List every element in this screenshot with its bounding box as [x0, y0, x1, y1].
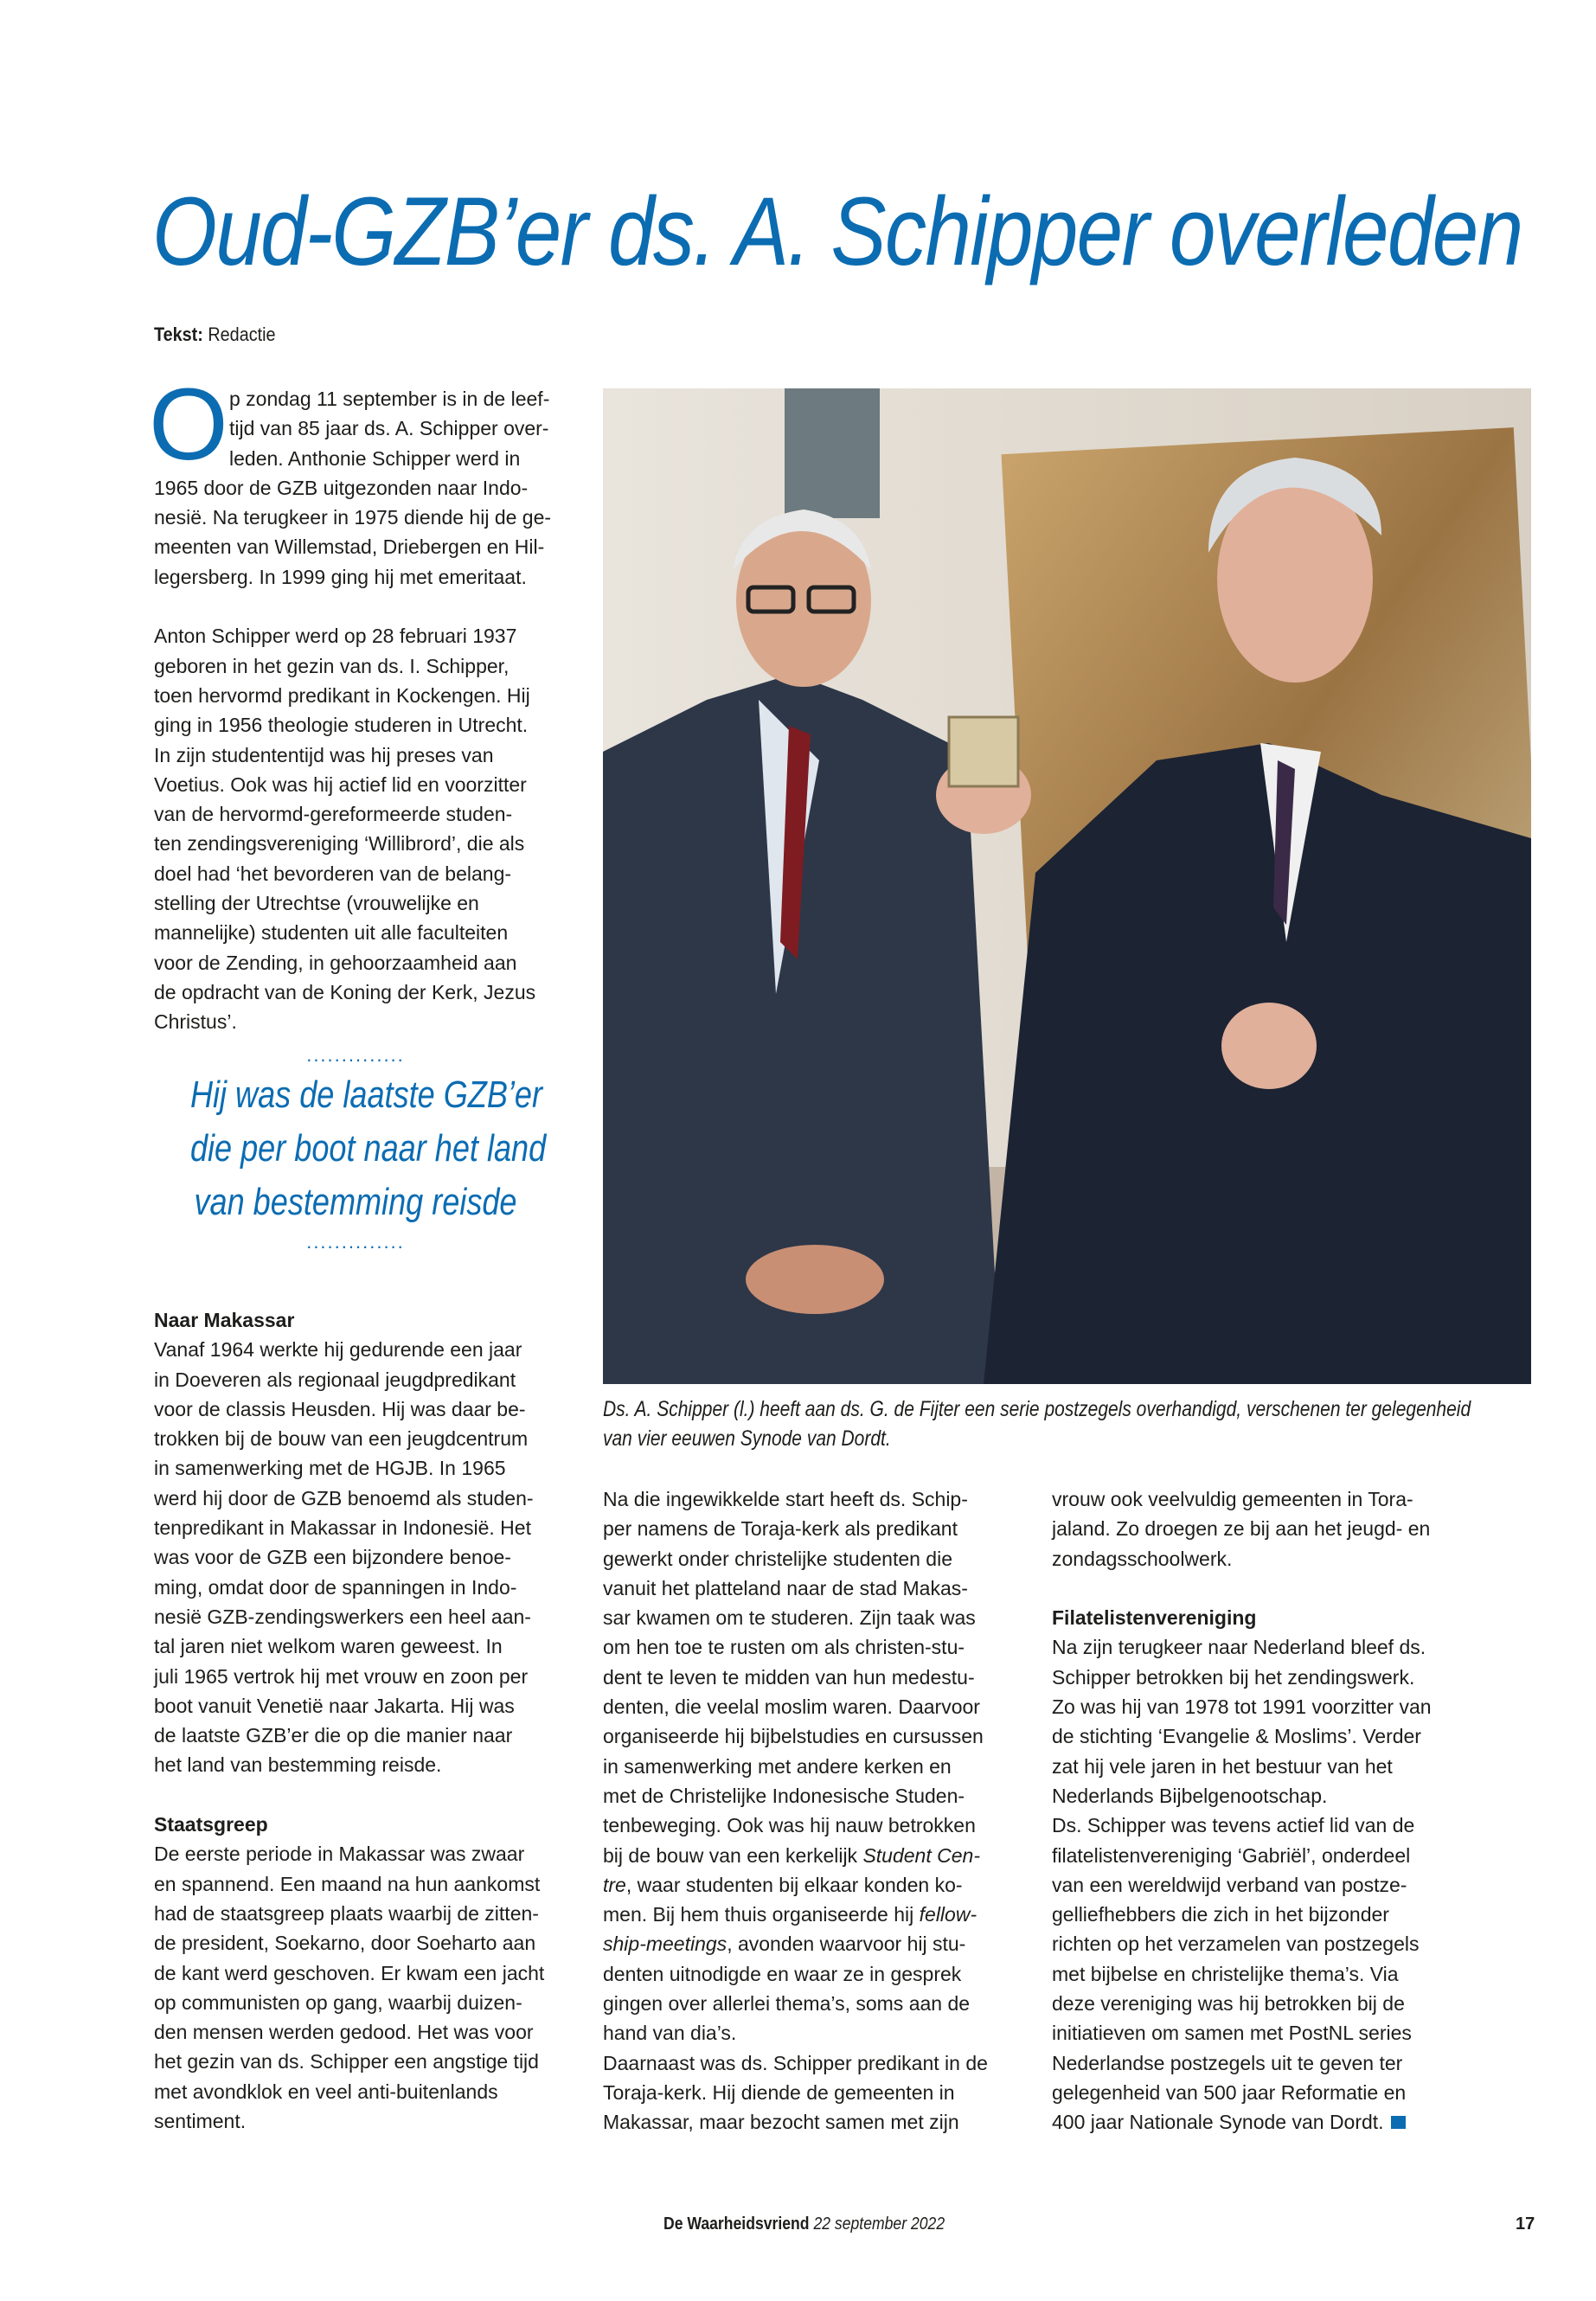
drop-cap: O: [149, 368, 228, 482]
text-line: initiatieven om samen met PostNL series: [1052, 2022, 1412, 2045]
italic-term: Student Cen-: [862, 1843, 980, 1867]
text-line: tenbeweging. Ook was hij nauw betrokken: [603, 1814, 976, 1837]
publication-name: De Waarheidsvriend: [663, 2214, 810, 2234]
section-heading: [1052, 1603, 1484, 1632]
text-line: met avondklok en veel anti-buitenlands: [154, 2080, 498, 2103]
issue-date: 22 september 2022: [813, 2214, 945, 2234]
text-line: gingen over allerlei thema’s, soms aan de: [603, 1992, 971, 2016]
text-line: tal jaren niet welkom waren geweest. In: [154, 1635, 503, 1658]
text-segment: , waar studenten bij elkaar konden ko-: [625, 1873, 963, 1896]
text-line: op communisten op gang, waarbij duizen-: [154, 1990, 522, 2014]
text-line: jaland. Zo droegen ze bij aan het jeugd- en: [1052, 1517, 1431, 1541]
text-line: voor de classis Heusden. Hij was daar be-: [154, 1397, 526, 1420]
text-line: Christus’.: [154, 1010, 237, 1034]
text-line: in Doeveren als regionaal jeugdpredikant: [154, 1368, 516, 1391]
text-line: organiseerde hij bijbelstudies en cursussen: [603, 1725, 984, 1748]
text-line: [603, 1870, 1010, 1900]
caption-line: Ds. A. Schipper (l.) heeft aan ds. G. de Fijter een serie postzegels overhandigd, verschenen ter gelegenheid: [603, 1397, 1471, 1421]
column-left-bottom: [154, 1305, 561, 2136]
pull-quote-line: van bestemming reisde: [194, 1181, 517, 1223]
text-line: Anton Schipper werd op 28 februari 1937: [154, 625, 517, 648]
text-line: van een wereldwijd verband van postze-: [1052, 1873, 1407, 1896]
text-line: Schipper betrokken bij het zendingswerk.: [1052, 1665, 1415, 1689]
text-line: tenpredikant in Makassar in Indonesië. Het: [154, 1516, 531, 1540]
text-line: de stichting ‘Evangelie & Moslims’. Verder: [1052, 1725, 1421, 1748]
text-line: de kant werd geschoven. Er kwam een jacht: [154, 1961, 545, 1984]
paragraph-spacer: [1052, 1574, 1484, 1603]
text-line: doel had ‘het bevorderen van de belang-: [154, 862, 512, 885]
text-line: [1052, 2107, 1484, 2137]
pull-quote-divider-bottom: ..............: [306, 1231, 405, 1253]
text-line: Makassar, maar bezocht samen met zijn: [603, 2111, 959, 2134]
text-line: sar kwamen om te studeren. Zijn taak was: [603, 1606, 976, 1630]
text-line: in samenwerking met de HGJB. In 1965: [154, 1457, 506, 1480]
text-line: geboren in het gezin van ds. I. Schipper,: [154, 654, 510, 677]
end-of-article-mark: [1391, 2116, 1406, 2129]
byline-label: Tekst:: [154, 324, 203, 345]
text-line: per namens de Toraja-kerk als predikant: [603, 1517, 958, 1541]
pull-quote-line: die per boot naar het land: [189, 1127, 547, 1170]
text-line: mannelijke) studenten uit alle faculteiten: [154, 921, 509, 945]
text-line: was voor de GZB een bijzondere benoe-: [154, 1546, 511, 1569]
paragraph-spacer: [154, 1780, 561, 1810]
text-segment: , avonden waarvoor hij stu-: [727, 1932, 966, 1956]
text-line: Na die ingewikkelde start heeft ds. Schip-: [603, 1488, 968, 1510]
text-line: Daarnaast was ds. Schipper predikant in de: [603, 2051, 988, 2074]
text-line: Na zijn terugkeer naar Nederland bleef ds.: [1052, 1636, 1426, 1659]
text-line: Filatelistenvereniging: [1052, 1606, 1257, 1630]
text-segment: bij de bouw van een kerkelijk: [603, 1843, 863, 1867]
text-line: trokken bij de bouw van een jeugdcentrum: [154, 1427, 529, 1451]
text-line: filatelistenvereniging ‘Gabriël’, onderdeel: [1052, 1843, 1411, 1867]
text-line: de president, Soekarno, door Soeharto aan: [154, 1932, 536, 1955]
byline-author: Redactie: [208, 324, 276, 345]
text-line: p zondag 11 september is in de leef-: [229, 388, 550, 410]
text-line: gelliefhebbers die zich in het bijzonder: [1052, 1903, 1389, 1926]
paragraph-spacer: [154, 592, 561, 621]
text-line: stelling der Utrechtse (vrouwelijke en: [154, 892, 479, 915]
text-line: vrouw ook veelvuldig gemeenten in Tora-: [1052, 1488, 1413, 1510]
text-line: ging in 1956 theologie studeren in Utrecht.: [154, 714, 529, 737]
text-line: voor de Zending, in gehoorzaamheid aan: [154, 951, 517, 974]
text-line: leden. Anthonie Schipper werd in: [229, 446, 521, 470]
caption-line: van vier eeuwen Synode van Dordt.: [603, 1426, 891, 1451]
text-line: de laatste GZB’er die op die manier naar: [154, 1724, 513, 1747]
text-line: legersberg. In 1999 ging hij met emeritaat.: [154, 565, 527, 588]
text-segment: men. Bij hem thuis organiseerde hij: [603, 1903, 920, 1926]
byline: [154, 324, 276, 346]
text-line: gewerkt onder christelijke studenten die: [603, 1547, 953, 1570]
column-middle: [603, 1484, 1010, 2138]
photo-illustration: [603, 388, 1531, 1384]
article-title: Oud-GZB’er ds. A. Schipper overleden: [152, 177, 1522, 285]
pull-quote-divider-top: ..............: [306, 1044, 405, 1066]
text-line: had de staatsgreep plaats waarbij de zitten-: [154, 1901, 539, 1925]
text-line: en spannend. Een maand na hun aankomst: [154, 1872, 541, 1895]
text-line: sentiment.: [154, 2110, 247, 2133]
text-line: [603, 1900, 1010, 1929]
paragraph: [603, 1484, 1010, 2138]
text-line: dent te leven te midden van hun medestu-: [603, 1665, 975, 1689]
photo-caption: [603, 1394, 1471, 1453]
text-line: vanuit het platteland naar de stad Makas-: [603, 1576, 968, 1599]
text-line: den mensen werden gedood. Het was voor: [154, 2021, 534, 2044]
text-line: denten, die veelal moslim waren. Daarvoor: [603, 1695, 980, 1719]
paragraph: [1052, 1484, 1484, 1574]
text-line: richten op het verzamelen van postzegels: [1052, 1932, 1420, 1956]
text-line: ten zendingsvereniging ‘Willibrord’, die als: [154, 832, 525, 856]
text-line: denten uitnodigde en waar ze in gesprek: [603, 1962, 962, 1985]
paragraph: [154, 621, 561, 1036]
text-line: in samenwerking met andere kerken en: [603, 1754, 952, 1778]
pull-quote-line: Hij was de laatste GZB’er: [189, 1074, 542, 1116]
text-line: het land van bestemming reisde.: [154, 1753, 442, 1777]
pull-quote: [154, 1042, 557, 1255]
section-heading: [154, 1305, 561, 1335]
text-line: deze vereniging was hij betrokken bij de: [1052, 1992, 1405, 2016]
text-line: Nederlandse postzegels uit te geven ter: [1052, 2051, 1403, 2074]
article-photo: [603, 388, 1531, 1384]
text-line: Staatsgreep: [154, 1813, 268, 1836]
text-line: Toraja-kerk. Hij diende de gemeenten in: [603, 2080, 955, 2104]
text-line: juli 1965 vertrok hij met vrouw en zoon per: [154, 1664, 529, 1688]
text-line: De eerste periode in Makassar was zwaar: [154, 1843, 525, 1866]
text-line: zondagsschoolwerk.: [1052, 1547, 1233, 1570]
text-line: ming, omdat door de spanningen in Indo-: [154, 1575, 517, 1599]
text-line: van de hervormd-gereformeerde studen-: [154, 803, 513, 826]
section-heading: [154, 1810, 561, 1839]
text-line: 1965 door de GZB uitgezonden naar Indo-: [154, 476, 529, 499]
italic-term: ship-meetings: [603, 1932, 727, 1956]
column-right: [1052, 1484, 1484, 2138]
text-line: [603, 1929, 1010, 1958]
text-line: hand van dia’s.: [603, 2022, 737, 2045]
text-line: gelegenheid van 500 jaar Reformatie en: [1052, 2080, 1407, 2104]
footer: [663, 2214, 945, 2234]
italic-term: fellow-: [919, 1903, 977, 1926]
text-line: de opdracht van de Koning der Kerk, Jezus: [154, 980, 536, 1003]
text-line: Naar Makassar: [154, 1309, 295, 1331]
text-line: tijd van 85 jaar ds. A. Schipper over-: [229, 417, 549, 440]
italic-term: tre: [603, 1873, 626, 1896]
text-line: In zijn studententijd was hij preses van: [154, 743, 494, 766]
column-left-top: [154, 384, 561, 1037]
text-line: nesië GZB-zendingswerkers een heel aan-: [154, 1605, 531, 1628]
paragraph: [154, 1839, 561, 2136]
paragraph: [154, 384, 561, 592]
text-line: Zo was hij van 1978 tot 1991 voorzitter van: [1052, 1695, 1432, 1719]
text-line: boot vanuit Venetië naar Jakarta. Hij was: [154, 1694, 515, 1717]
text-line: met bijbelse en christelijke thema’s. Via: [1052, 1962, 1399, 1985]
text-line: om hen toe te rusten om als christen-stu-: [603, 1636, 965, 1659]
paragraph: [1052, 1632, 1484, 2137]
text-line: Nederlands Bijbelgenootschap.: [1052, 1784, 1328, 1807]
text-line: zat hij vele jaren in het bestuur van het: [1052, 1754, 1393, 1778]
text-line: werd hij door de GZB benoemd als studen-: [154, 1486, 534, 1509]
text-line: nesië. Na terugkeer in 1975 diende hij de ge-: [154, 506, 552, 529]
text-line: Ds. Schipper was tevens actief lid van de: [1052, 1814, 1415, 1837]
text-line: Vanaf 1964 werkte hij gedurende een jaar: [154, 1338, 522, 1362]
page-number: 17: [1516, 2214, 1535, 2234]
text-line: meenten van Willemstad, Driebergen en Hil-: [154, 535, 545, 559]
text-line: [603, 1841, 1010, 1870]
paragraph: [154, 1335, 561, 1779]
text-line: het gezin van ds. Schipper een angstige tijd: [154, 2050, 539, 2073]
text-line: toen hervormd predikant in Kockengen. Hij: [154, 683, 530, 707]
text-segment: 400 jaar Nationale Synode van Dordt.: [1052, 2111, 1384, 2134]
text-line: Voetius. Ook was hij actief lid en voorzitter: [154, 772, 527, 796]
text-line: met de Christelijke Indonesische Studen-: [603, 1784, 965, 1807]
